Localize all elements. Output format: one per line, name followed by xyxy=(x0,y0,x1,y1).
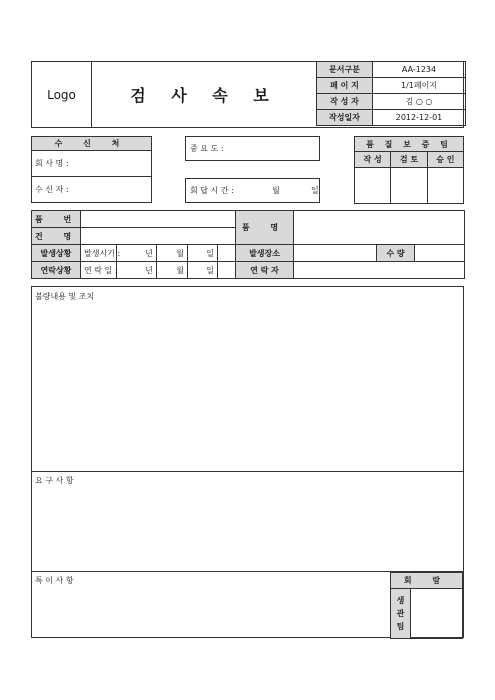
occurrence-day-unit: 일 xyxy=(188,245,218,262)
qa-col-approve: 승 인 xyxy=(427,152,463,168)
qa-sign-write[interactable] xyxy=(355,168,391,204)
priority-label: 중 요 도 : xyxy=(190,144,224,153)
special-section-label: 특 이 사 항 xyxy=(35,576,74,585)
meta-value: AA-1234 xyxy=(373,62,466,78)
meta-value: 2012-12-01 xyxy=(373,110,466,126)
product-name-field[interactable] xyxy=(294,211,465,245)
qa-sign-review[interactable] xyxy=(391,168,427,204)
contact-person-label: 연 락 자 xyxy=(236,262,294,279)
qa-col-review: 검 토 xyxy=(391,152,427,168)
occurrence-time-label: 발생시기 : xyxy=(81,245,117,262)
reply-time-field[interactable] xyxy=(185,178,320,203)
meta-value: 김 ○ ○ xyxy=(373,94,466,110)
inspection-info-table xyxy=(31,210,465,279)
circulation-title: 회 람 xyxy=(391,573,463,589)
meta-value: 1/1페이지 xyxy=(373,78,466,94)
meta-label: 작 성 자 xyxy=(317,94,373,110)
occurrence-place-field[interactable] xyxy=(294,245,377,262)
company-field[interactable]: 회 사 명 : xyxy=(32,151,152,177)
occurrence-year-unit: 년 xyxy=(117,245,157,262)
meta-label: 문서구분 xyxy=(317,62,373,78)
circulation-team-label: 생 관 팀 xyxy=(391,589,411,639)
contact-date-label: 연 락 일 : xyxy=(81,262,117,279)
meta-row-date xyxy=(317,110,466,126)
meta-row-doc-type xyxy=(317,62,466,78)
document-meta-table xyxy=(316,61,466,126)
subject-label: 건 명 xyxy=(32,228,81,245)
request-section-label: 요 구 사 항 xyxy=(35,476,74,485)
qa-col-write: 작 성 xyxy=(355,152,391,168)
recipient-person-field[interactable]: 수 신 자 : xyxy=(32,177,152,203)
meta-row-author xyxy=(317,94,466,110)
meta-row-page xyxy=(317,78,466,94)
qa-approval-box xyxy=(354,136,464,204)
circulation-sign-field[interactable] xyxy=(411,589,463,639)
recipient-title: 수 신 처 xyxy=(32,137,152,151)
quantity-field[interactable] xyxy=(415,245,465,262)
occurrence-month-unit: 월 xyxy=(157,245,188,262)
spacer-cell xyxy=(218,245,236,262)
quantity-label: 수 량 xyxy=(377,245,415,262)
priority-field[interactable] xyxy=(185,136,320,161)
qa-team-title: 품 질 보 증 팀 xyxy=(355,137,464,152)
contact-month-unit: 월 xyxy=(157,262,188,279)
subject-field[interactable] xyxy=(81,228,236,245)
occurrence-label: 발생상황 xyxy=(32,245,81,262)
logo: Logo xyxy=(32,62,92,127)
reply-day-unit: 일 xyxy=(311,186,319,195)
meta-label: 작성일자 xyxy=(317,110,373,126)
occurrence-place-label: 발생장소 xyxy=(236,245,294,262)
product-name-label: 품 명 xyxy=(236,211,294,245)
report-body xyxy=(31,286,464,638)
reply-time-label: 회 답 시 간 : xyxy=(190,186,234,195)
document-title: 검 사 속 보 xyxy=(130,86,279,105)
qa-sign-approve[interactable] xyxy=(427,168,463,204)
reply-month-unit: 월 xyxy=(272,186,280,195)
meta-label: 페 이 지 xyxy=(317,78,373,94)
spacer-cell xyxy=(218,262,236,279)
recipient-box xyxy=(31,136,152,203)
document-header xyxy=(31,61,464,128)
contact-label: 연락상황 xyxy=(32,262,81,279)
circulation-box xyxy=(390,572,463,639)
product-no-field[interactable] xyxy=(81,211,236,228)
product-no-label: 품 번 xyxy=(32,211,81,228)
contact-person-field[interactable] xyxy=(294,262,465,279)
section-divider xyxy=(32,471,463,472)
defect-section-label: 불량내용 및 조치 xyxy=(35,292,95,301)
contact-day-unit: 일 xyxy=(188,262,218,279)
contact-year-unit: 년 xyxy=(117,262,157,279)
